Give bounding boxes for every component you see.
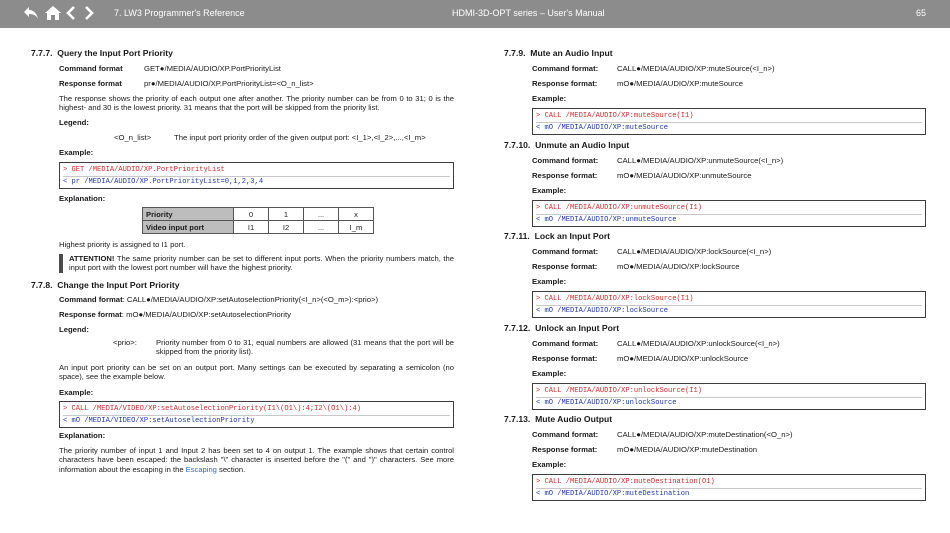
back-icon[interactable] [22, 4, 40, 24]
explanation-label: Explanation: [59, 431, 106, 440]
response-format-label: Response format: [532, 353, 598, 363]
response-format-row: Response format: mO●/MEDIA/AUDIO/XP:setAutoselectionPriority [59, 310, 291, 319]
example-code-box [59, 162, 454, 189]
legend-label: Legend: [59, 325, 89, 334]
legend-term: <prio>: [113, 338, 137, 347]
header-bar [0, 0, 950, 28]
response-format-value: mO●/MEDIA/AUDIO/XP:lockSource [617, 262, 740, 271]
explanation-text-part: section. [216, 464, 246, 474]
section-title: Mute Audio Output [535, 414, 613, 424]
request-line: > CALL /MEDIA/AUDIO/XP:unmuteSource(I1) [536, 203, 703, 212]
table-cell: 1 [269, 208, 304, 221]
home-icon[interactable] [44, 4, 62, 24]
request-line: > CALL /MEDIA/AUDIO/XP:unlockSource(I1) [536, 386, 703, 395]
example-label: Example: [59, 388, 94, 397]
table-cell: ... [304, 208, 339, 221]
table-cell: I_m [339, 221, 374, 234]
section-number: 7.7.8. [31, 280, 53, 290]
section-title: Unlock an Input Port [535, 322, 620, 333]
example-label: Example: [59, 148, 94, 157]
section-heading [504, 48, 613, 58]
section-heading [504, 414, 612, 424]
example-code-box [532, 291, 926, 318]
command-format-label: Command format: [532, 64, 599, 73]
description-text: An input port priority can be set on an output port. Many settings can be executed by separating a semicolon (no space), see the example below. [59, 363, 454, 382]
command-format-label: Command format [59, 64, 123, 73]
response-format-label: Response format: [532, 170, 598, 180]
section-title: Unmute an Audio Input [535, 139, 630, 150]
command-format-label: Command format: [532, 430, 599, 439]
table-cell: x [339, 208, 374, 221]
command-format-value: CALL●/MEDIA/AUDIO/XP:unmuteSource(<I_n>) [617, 155, 784, 165]
response-line: < mO /MEDIA/AUDIO/XP:lockSource [536, 305, 922, 316]
example-code-box [59, 401, 454, 428]
explanation-label: Explanation: [59, 194, 106, 203]
example-label: Example: [532, 277, 567, 286]
attention-text: The same priority number can be set to different input ports. When the priority numbers match, the input port with the lowest port number will have the highest priority. [69, 254, 454, 273]
chapter-title[interactable]: 7. LW3 Programmer's Reference [114, 8, 245, 18]
command-format-label: Command format: [532, 338, 599, 348]
example-label: Example: [532, 185, 567, 195]
table-row [143, 208, 374, 221]
legend-description: The input port priority order of the given output port: <I_1>,<I_2>,...,<I_m> [174, 133, 426, 142]
response-line: < mO /MEDIA/AUDIO/XP:muteDestination [536, 488, 922, 499]
response-line: < mO /MEDIA/AUDIO/XP:unlockSource [536, 397, 922, 408]
chevron-left-icon[interactable] [64, 4, 78, 24]
explanation-text-part: The priority number of input 1 and Input 2 has been set to 4 on output 1. The example shows that certain control characters have been escaped: the backslash "\" character is inserted before the "(" and ")" characters. See more information about the escaping in the [59, 446, 454, 474]
command-format-value: GET●/MEDIA/AUDIO/XP.PortPriorityList [144, 64, 281, 73]
response-format-value: mO●/MEDIA/AUDIO/XP:unmuteSource [617, 170, 752, 180]
document-title: HDMI-3D-OPT series – User's Manual [452, 8, 605, 18]
table-cell: I2 [269, 221, 304, 234]
section-number: 7.7.9. [504, 48, 526, 58]
priority-table [142, 207, 374, 234]
page-number: 65 [915, 8, 926, 18]
example-label: Example: [532, 460, 567, 469]
command-format-value: CALL●/MEDIA/AUDIO/XP:lockSource(<I_n>) [617, 247, 772, 256]
table-cell: ... [304, 221, 339, 234]
response-format-value: pr●/MEDIA/AUDIO/XP.PortPriorityList=<O_n_list> [144, 79, 314, 88]
section-number: 7.7.12. [504, 322, 531, 333]
table-row [143, 221, 374, 234]
response-format-value: mO●/MEDIA/AUDIO/XP:setAutoselectionPriority [126, 310, 291, 319]
request-line: > GET /MEDIA/AUDIO/XP.PortPriorityList [63, 166, 225, 174]
section-heading [504, 140, 629, 150]
example-label: Example: [532, 94, 567, 103]
response-format-label: Response format: [532, 79, 598, 88]
response-line: < pr /MEDIA/AUDIO/XP.PortPriorityList=0,1,2,3,4 [63, 176, 450, 187]
section-number: 7.7.10. [504, 139, 531, 150]
response-line: < mO /MEDIA/AUDIO/XP:muteSource [536, 122, 922, 133]
legend-term: <O_n_list> [114, 133, 152, 142]
section-heading [504, 323, 619, 333]
response-line: < mO /MEDIA/VIDEO/XP:setAutoselectionPriority [63, 415, 450, 426]
description-text: The response shows the priority of each output one after another. The priority number can be from 0 to 31; 0 is the highest- and 30 is the lowest priority. 31 means that the port will be skipped from the priority list. [59, 94, 454, 113]
legend-label: Legend: [59, 118, 89, 127]
command-format-value: CALL●/MEDIA/AUDIO/XP:muteDestination(<O_n>) [617, 430, 793, 439]
attention-label: ATTENTION! [69, 254, 115, 263]
highest-priority-text: Highest priority is assigned to I1 port. [59, 240, 186, 249]
request-line: > CALL /MEDIA/VIDEO/XP:setAutoselectionPriority(I1\(O1\):4;I2\(O1\):4) [63, 405, 361, 413]
response-format-value: mO●/MEDIA/AUDIO/XP:unlockSource [617, 353, 749, 363]
request-line: > CALL /MEDIA/AUDIO/XP:lockSource(I1) [536, 295, 694, 303]
explanation-text [59, 446, 454, 474]
section-heading [504, 231, 610, 241]
response-format-label: Response format: [532, 262, 598, 271]
command-format-label: Command format [59, 295, 123, 304]
escaping-link[interactable]: Escaping [185, 464, 217, 474]
command-format-value: CALL●/MEDIA/AUDIO/XP:setAutoselectionPriority(<I_n>(<O_m>):<prio>) [126, 295, 379, 304]
response-format-value: mO●/MEDIA/AUDIO/XP:muteSource [617, 79, 743, 88]
example-code-box [532, 108, 926, 135]
legend-description: Priority number from 0 to 31, equal numbers are allowed (31 means that the port will be skipped from the priority list). [156, 338, 454, 357]
request-line: > CALL /MEDIA/AUDIO/XP:muteDestination(O1) [536, 478, 715, 486]
section-title: Mute an Audio Input [530, 48, 613, 58]
example-code-box [532, 200, 926, 227]
section-title: Lock an Input Port [534, 231, 611, 241]
attention-note [59, 254, 454, 273]
table-cell: Priority [143, 208, 234, 221]
section-title: Query the Input Port Priority [57, 48, 173, 58]
response-format-label: Response format [59, 310, 122, 319]
command-format-row: Command format: CALL●/MEDIA/AUDIO/XP:setAutoselectionPriority(<I_n>(<O_m>):<prio>) [59, 295, 379, 304]
command-format-value: CALL●/MEDIA/AUDIO/XP:muteSource(<I_n>) [617, 64, 775, 73]
command-format-label: Command format: [532, 247, 599, 256]
chevron-right-icon[interactable] [82, 4, 96, 24]
section-778-heading [31, 280, 180, 290]
example-code-box [532, 474, 926, 501]
response-format-label: Response format [59, 79, 122, 88]
section-number: 7.7.13. [504, 414, 531, 424]
command-format-value: CALL●/MEDIA/AUDIO/XP:unlockSource(<I_n>) [617, 338, 780, 348]
response-line: < mO /MEDIA/AUDIO/XP:unmuteSource [536, 214, 922, 225]
request-line: > CALL /MEDIA/AUDIO/XP:muteSource(I1) [536, 112, 694, 120]
example-code-box [532, 383, 926, 410]
section-number: 7.7.11. [504, 231, 530, 241]
section-number: 7.7.7. [31, 48, 53, 58]
example-label: Example: [532, 368, 567, 378]
section-title: Change the Input Port Priority [57, 280, 180, 290]
table-cell: I1 [234, 221, 269, 234]
response-format-label: Response format: [532, 445, 598, 454]
section-777-heading [31, 48, 173, 58]
command-format-label: Command format: [532, 155, 599, 165]
response-format-value: mO●/MEDIA/AUDIO/XP:muteDestination [617, 445, 758, 454]
table-cell: 0 [234, 208, 269, 221]
table-cell: Video input port [143, 221, 234, 234]
